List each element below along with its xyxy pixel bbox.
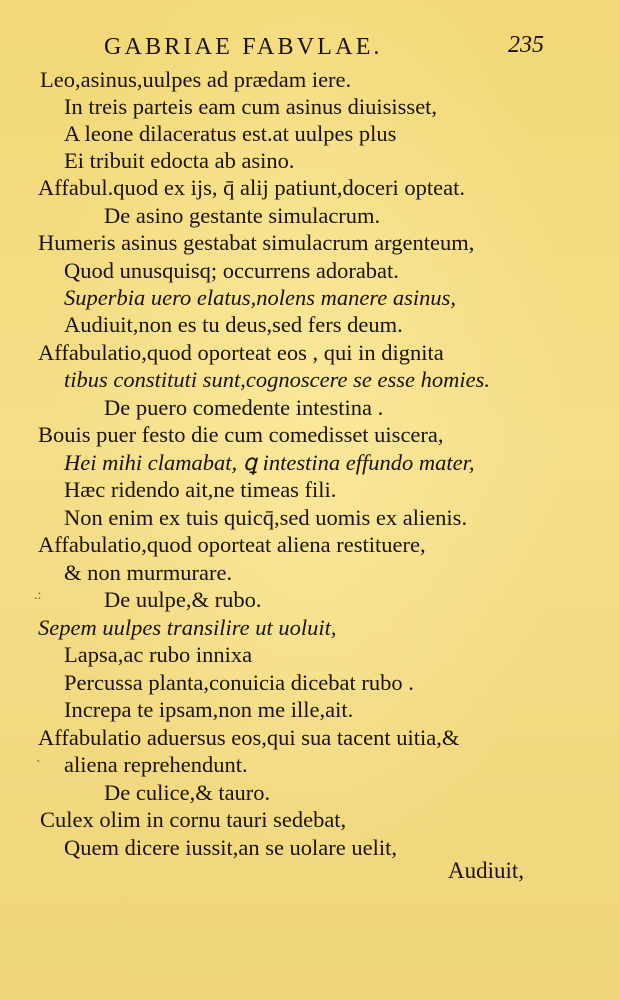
page-header	[0, 30, 619, 62]
text-line: Hæc ridendo ait,ne timeas fili.	[64, 477, 337, 502]
margin-mark: .:	[34, 588, 42, 603]
text-line: Lapsa,ac rubo innixa	[64, 642, 253, 667]
text-line: Percussa planta,conuicia dicebat rubo .	[64, 670, 414, 695]
text-line: Quod unusquisq; occurrens adorabat.	[64, 258, 399, 283]
text-line: & non murmurare.	[64, 560, 233, 585]
text-line: Culex olim in cornu tauri sedebat,	[40, 807, 347, 832]
fable-title: De puero comedente intestina .	[104, 395, 384, 420]
text-line: Leo,asinus,uulpes ad prædam iere.	[40, 67, 352, 92]
text-line: aliena reprehendunt.	[64, 752, 248, 777]
catchword: Audiuit,	[448, 858, 525, 883]
text-line: Audiuit,non es tu deus,sed fers deum.	[64, 312, 403, 337]
text-line: Affabulatio,quod oporteat aliena restituere,	[38, 532, 426, 557]
fable-title: De asino gestante simulacrum.	[104, 203, 381, 228]
text-line: Ei tribuit edocta ab asino.	[64, 148, 295, 173]
text-line: Sepem uulpes transilire ut uoluit,	[38, 615, 337, 640]
text-line: In treis parteis eam cum asinus diuisisset,	[64, 94, 438, 119]
text-line: Affabul.quod ex ijs, q̄ alij patiunt,doceri opteat.	[38, 175, 465, 200]
text-line: Affabulatio aduersus eos,qui sua tacent uitia,&	[38, 725, 460, 750]
page-number: 235	[508, 32, 544, 58]
text-line: Increpa te ipsam,non me ille,ait.	[64, 697, 354, 722]
text-line: Quem dicere iussit,an se uolare uelit,	[64, 835, 398, 860]
text-line: Superbia uero elatus,nolens manere asinus,	[64, 285, 457, 310]
fable-title: De culice,& tauro.	[104, 780, 271, 805]
margin-mark: ˎ	[36, 748, 41, 763]
running-head: GABRIAE FABVLAE.	[104, 34, 383, 60]
text-line: Bouis puer festo die cum comedisset uiscera,	[38, 422, 444, 447]
text-line: Humeris asinus gestabat simulacrum argenteum,	[38, 230, 475, 255]
fable-title: De uulpe,& rubo.	[104, 587, 262, 612]
text-line: Hei mihi clamabat, ꝗ intestina effundo mater,	[64, 450, 475, 475]
text-line: Affabulatio,quod oporteat eos , qui in dignita	[38, 340, 444, 365]
text-line: tibus constituti sunt,cognoscere se esse homies.	[64, 367, 490, 392]
text-line: Non enim ex tuis quicq̄,sed uomis ex alienis.	[64, 505, 468, 530]
text-line: A leone dilaceratus est.at uulpes plus	[64, 121, 397, 146]
